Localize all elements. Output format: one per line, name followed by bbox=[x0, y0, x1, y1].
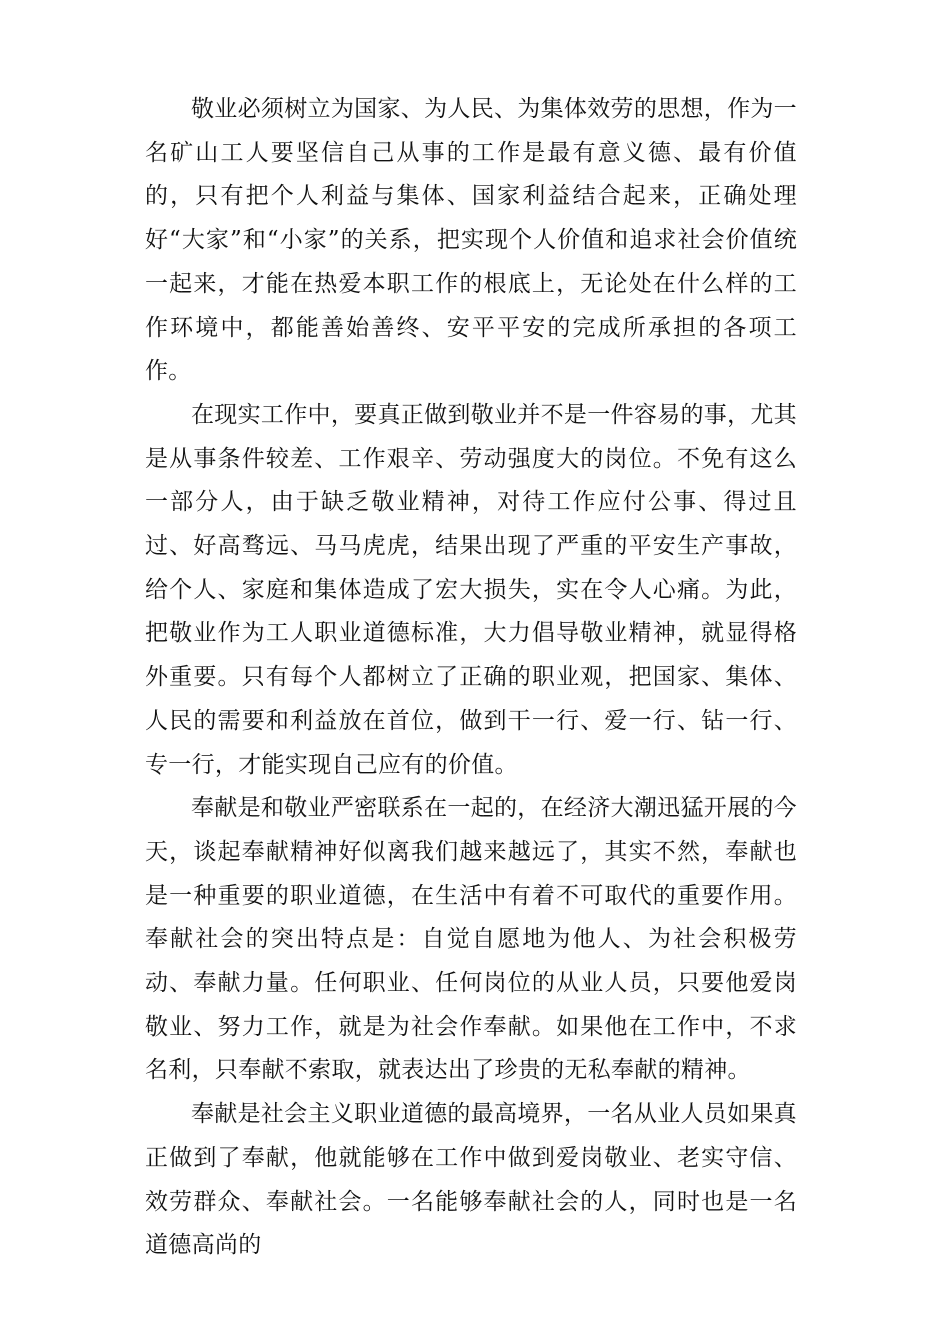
paragraph-2: 在现实工作中，要真正做到敬业并不是一件容易的事，尤其是从事条件较差、工作艰辛、劳动强度大的岗位。不免有这么一部分人，由于缺乏敬业精神，对待工作应付公事、得过且过、好高骛远、马马虎虎，结果出现了严重的平安生产事故，给个人、家庭和集体造成了宏大损失，实在令人心痛。为此，把敬业作为工人职业道德标准，大力倡导敬业精神，就显得格外重要。只有每个人都树立了正确的职业观，把国家、集体、人民的需要和利益放在首位，做到干一行、爱一行、钻一行、专一行，才能实现自己应有的价值。 bbox=[145, 401, 797, 778]
paragraph-3: 奉献是和敬业严密联系在一起的，在经济大潮迅猛开展的今天，谈起奉献精神好似离我们越来越远了，其实不然，奉献也是一种重要的职业道德，在生活中有着不可取代的重要作用。奉献社会的突出特点是：自觉自愿地为他人、为社会积极劳动、奉献力量。任何职业、任何岗位的从业人员，只要他爱岗敬业、努力工作，就是为社会作奉献。如果他在工作中，不求名利，只奉献不索取，就表达出了珍贵的无私奉献的精神。 bbox=[145, 795, 797, 1084]
document-body bbox=[145, 88, 797, 1268]
paragraph-1: 敬业必须树立为国家、为人民、为集体效劳的思想，作为一名矿山工人要坚信自己从事的工作是最有意义德、最有价值的，只有把个人利益与集体、国家利益结合起来，正确处理好“大家”和“小家”的关系，把实现个人价值和追求社会价值统一起来，才能在热爱本职工作的根底上，无论处在什么样的工作环境中，都能善始善终、安平平安的完成所承担的各项工作。 bbox=[145, 96, 797, 385]
paragraph-4: 奉献是社会主义职业道德的最高境界，一名从业人员如果真正做到了奉献，他就能够在工作中做到爱岗敬业、老实守信、效劳群众、奉献社会。一名能够奉献社会的人，同时也是一名道德高尚的 bbox=[145, 1101, 797, 1259]
